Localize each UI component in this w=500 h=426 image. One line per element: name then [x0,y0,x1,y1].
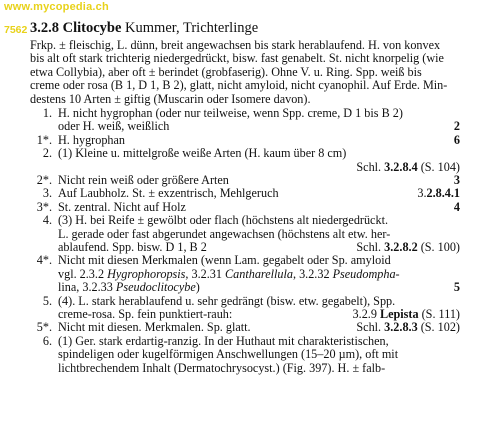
genus-description [30,39,486,106]
key-step-result: 3.2.8.4.1 [417,186,460,201]
key-step-number: 1. [42,106,52,120]
key-step-text: (1) Kleine u. mittelgroße weiße Arten (H. kaum über 8 cm) [58,146,347,161]
genus-author: Kummer, Trichterlinge [125,20,259,36]
key-step-number: 6. [42,333,52,348]
key-step-text: ablaufend. Spp. bisw. D 1, B 2 [58,240,207,254]
key-step-result: 5 [453,280,460,295]
key-step-text: (1) Ger. stark erdartig-ranzig. In der Huthaut mit charakteristischen, [58,333,389,348]
section-heading [30,20,258,37]
key-step-text: lina, 3.2.33 Pseudoclitocybe) [58,280,200,295]
key-step-number: 5. [42,293,52,308]
key-step-text: Nicht mit diesen Merkmalen (wenn Lam. gegabelt oder Sp. amyloid [58,253,391,268]
key-step-text: (3) H. bei Reife ± gewölbt oder flach (höchstens alt niedergedrückt. [58,213,388,228]
key-step-result: 6 [453,132,460,147]
key-step-number: 5*. [36,320,52,335]
key-step-text: vgl. 2.3.2 Hygrophoropsis, 3.2.31 Cantharellula, 3.2.32 Pseudompha- [58,266,400,281]
description-line: Frkp. ± fleischig, L. dünn, breit angewachsen bis stark herablaufend. H. von konvex [30,38,441,52]
description-line: destens 10 Arten ± giftig (Muscarin oder Isomere davon). [30,91,311,106]
key-step-text: lichtbrechendem Inhalt (Dermatochrysocyst.) (Fig. 397). H. ± falb- [58,360,386,375]
key-step-text: H. hygrophan [58,132,126,147]
key-step-result: Schl. 3.2.8.3 (S. 102) [356,320,460,335]
key-step-number: 4. [42,213,52,228]
key-step-text: Nicht rein weiß oder größere Arten [58,173,229,187]
key-step-result: 3.2.9 Lepista (S. 111) [352,307,460,321]
key-step-text: Nicht mit diesen. Merkmalen. Sp. glatt. [58,320,251,335]
key-step-text: H. nicht hygrophan (oder nur teilweise, wenn Spp. creme, D 1 bis B 2) [58,106,403,120]
key-step-result: 3 [453,173,460,187]
key-step-text: spindeligen oder kugelförmigen Anschwellungen (15–20 µm), oft mit [58,347,399,362]
watermark-code: 7562 [4,24,28,36]
key-step-result: Schl. 3.2.8.4 (S. 104) [356,159,460,174]
key-step-text: L. gerade oder fast abgerundet angewachsen (höchstens alt etw. her- [58,226,391,241]
key-step-number: 2*. [36,173,52,187]
watermark-url: www.mycopedia.ch [4,1,109,13]
key-step-number: 3*. [36,199,52,214]
key-step-number: 1*. [36,132,52,147]
genus-name: Clitocybe [62,20,122,36]
key-step-text: creme-rosa. Sp. fein punktiert-rauh: [58,307,233,321]
description-line: bis alt oft stark trichterig niedergedrückt, bisw. fast genabelt. St. nicht knorpelig (wie [30,51,444,66]
description-line: creme oder rosa (B 1, D 1, B 2), glatt, nicht amyloid, nicht cyanophil. Auf Erde. Min- [30,78,448,93]
description-line: etwa Collybia), aber oft ± berindet (grobfaserig). Ohne V. u. Ring. Spp. weiß bis [30,64,422,79]
key-step-text: (4). L. stark herablaufend u. sehr gedrängt (bisw. etw. gegabelt), Spp. [58,293,396,308]
key-step-number: 2. [42,146,52,161]
key-step-text: Auf Laubholz. St. ± exzentrisch, Mehlgeruch [58,186,279,201]
key-step-text: oder H. weiß, weißlich [58,119,170,134]
key-step-text: St. zentral. Nicht auf Holz [58,199,186,214]
key-step-result: 2 [453,119,460,134]
key-step-number: 4*. [36,253,52,268]
section-number: 3.2.8 [30,20,59,36]
key-step-result: Schl. 3.2.8.2 (S. 100) [356,240,460,254]
key-step-result: 4 [453,199,460,214]
key-step-number: 3. [42,186,52,201]
